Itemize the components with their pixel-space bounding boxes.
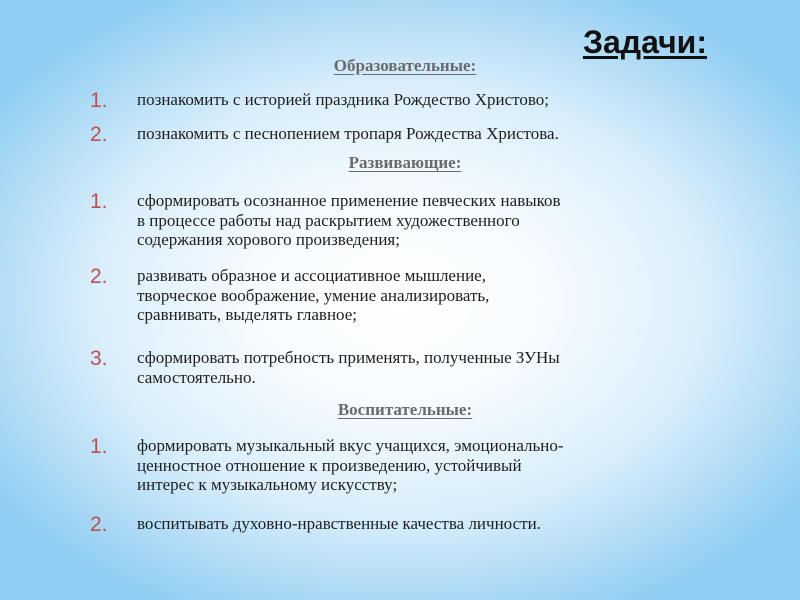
list-number: 1. xyxy=(90,435,108,458)
list-number: 1. xyxy=(90,89,108,112)
list-text: воспитывать духовно-нравственные качества личности. xyxy=(137,514,541,533)
section-heading-developmental: Развивающие: xyxy=(348,153,462,172)
list-text: сформировать осознанное применение певческих навыков в процессе работы над раскрытием художественного содержания хорового произведения; xyxy=(137,191,561,249)
list-number: 2. xyxy=(90,513,108,536)
list-number: 2. xyxy=(90,265,108,288)
list-text: формировать музыкальный вкус учащихся, эмоционально- ценностное отношение к произведению, устойчивый интерес к музыкальному искусству; xyxy=(137,436,564,494)
list-number: 3. xyxy=(90,347,108,370)
list-text: познакомить с историей праздника Рождество Христово; xyxy=(137,90,550,109)
list-text: сформировать потребность применять, полученные ЗУНы самостоятельно. xyxy=(137,348,560,387)
section-heading-educational: Образовательные: xyxy=(333,56,477,75)
list-text: развивать образное и ассоциативное мышление, творческое воображение, умение анализировать, сравнивать, выделять главное; xyxy=(137,266,490,324)
slide-title: Задачи: xyxy=(582,24,707,60)
list-number: 2. xyxy=(90,123,108,146)
list-text: познакомить с песнопением тропаря Рождества Христова. xyxy=(137,124,559,143)
section-heading-upbringing: Воспитательные: xyxy=(337,400,473,419)
list-number: 1. xyxy=(90,190,108,213)
